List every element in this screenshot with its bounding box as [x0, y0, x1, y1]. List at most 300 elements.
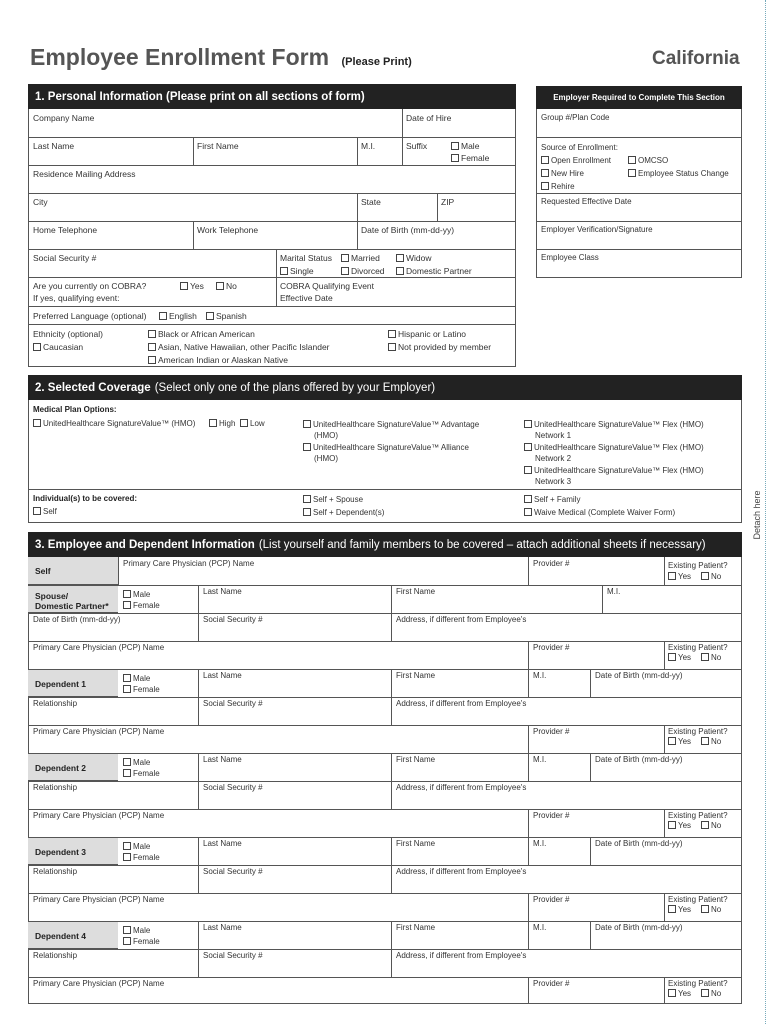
- american-indian-label: American Indian or Alaskan Native: [158, 355, 288, 365]
- plan-signaturevalue-checkbox[interactable]: [33, 419, 195, 429]
- spouse-pcp-field[interactable]: Primary Care Physician (PCP) Name: [33, 643, 165, 652]
- dependent-1-row-label: [28, 669, 118, 697]
- existing-yes-checkbox[interactable]: [668, 572, 691, 582]
- dep3-pcp-field[interactable]: Primary Care Physician (PCP) Name: [33, 895, 165, 904]
- cobra-qualifying-field[interactable]: If yes, qualifying event:: [33, 293, 120, 303]
- existing-patient-label: Existing Patient?: [668, 561, 728, 570]
- dep4-last-name-field[interactable]: Last Name: [203, 923, 242, 932]
- detach-label: Detach here: [752, 490, 762, 540]
- suffix-field[interactable]: Suffix: [406, 141, 428, 151]
- open-enrollment-checkbox[interactable]: [541, 156, 611, 166]
- dep1-mi-field[interactable]: M.I.: [533, 671, 547, 680]
- waive-medical-checkbox[interactable]: [524, 508, 675, 518]
- checkbox-icon: [123, 601, 131, 609]
- checkbox-icon: [123, 853, 131, 861]
- new-hire-label: New Hire: [551, 169, 584, 178]
- plan-sub-label: Network 3: [535, 477, 572, 486]
- checkbox-icon: [668, 572, 676, 580]
- dep2-provider-field[interactable]: Provider #: [533, 811, 570, 820]
- female-label: Female: [133, 685, 160, 694]
- no-label: No: [711, 737, 722, 746]
- not-provided-checkbox[interactable]: [388, 342, 491, 353]
- source-of-enrollment-label: Source of Enrollment:: [541, 143, 618, 152]
- work-telephone-field[interactable]: Work Telephone: [197, 225, 259, 235]
- spouse-ssn-field[interactable]: Social Security #: [203, 615, 263, 624]
- divider: [402, 137, 403, 165]
- self-checkbox[interactable]: [33, 507, 57, 517]
- low-checkbox[interactable]: [240, 419, 265, 429]
- address-field[interactable]: Residence Mailing Address: [33, 169, 136, 179]
- existing-yes-checkbox[interactable]: [668, 737, 691, 747]
- existing-patient-label: Existing Patient?: [668, 643, 728, 652]
- yes-label: Yes: [678, 572, 692, 581]
- dep2-male-checkbox[interactable]: [123, 758, 150, 768]
- checkbox-icon: [123, 590, 131, 598]
- plan-label: UnitedHealthcare SignatureValue™ Flex (HMO): [534, 466, 704, 475]
- form-title: [30, 44, 412, 71]
- state-label: California: [652, 48, 740, 69]
- existing-no-checkbox[interactable]: [701, 653, 721, 663]
- please-print: (Please Print): [341, 56, 412, 68]
- divider: [28, 221, 516, 222]
- divider: [664, 725, 665, 753]
- high-checkbox[interactable]: [209, 419, 235, 429]
- dep1-address-field[interactable]: Address, if different from Employee's: [396, 699, 527, 708]
- checkbox-icon: [123, 758, 131, 766]
- checkbox-icon: [388, 343, 396, 351]
- no-label: No: [711, 653, 722, 662]
- dep4-female-checkbox[interactable]: [123, 937, 160, 947]
- checkbox-icon: [148, 356, 156, 364]
- divider: [664, 641, 665, 669]
- dep4-male-checkbox[interactable]: [123, 926, 150, 936]
- divider: [528, 921, 529, 949]
- divorced-checkbox[interactable]: [341, 266, 385, 277]
- male-label: Male: [133, 926, 151, 935]
- divider: [28, 865, 742, 866]
- checkbox-icon: [396, 254, 404, 262]
- checkbox-icon: [123, 685, 131, 693]
- last-name-field[interactable]: Last Name: [33, 141, 75, 151]
- existing-no-checkbox[interactable]: [701, 821, 721, 831]
- existing-yes-checkbox[interactable]: [668, 821, 691, 831]
- divider: [28, 949, 742, 950]
- zip-field[interactable]: ZIP: [441, 197, 455, 207]
- divider: [28, 489, 742, 490]
- dependent-3-text: Dependent 3: [35, 847, 87, 857]
- cobra-no-checkbox[interactable]: [216, 281, 237, 292]
- divider: [28, 893, 742, 894]
- waive-medical-label: Waive Medical (Complete Waiver Form): [534, 508, 676, 517]
- dependent-2-row-label: [28, 753, 118, 781]
- checkbox-icon: [216, 282, 224, 290]
- dep2-address-field[interactable]: Address, if different from Employee's: [396, 783, 527, 792]
- existing-patient-label: Existing Patient?: [668, 895, 728, 904]
- dep2-mi-field[interactable]: M.I.: [533, 755, 547, 764]
- dep3-relationship-field[interactable]: Relationship: [33, 867, 78, 876]
- divider: [536, 249, 742, 250]
- asian-checkbox[interactable]: [148, 342, 330, 353]
- divider: [391, 585, 392, 641]
- dob-field[interactable]: Date of Birth (mm-dd-yy): [361, 225, 455, 235]
- plan-sub-label: (HMO): [314, 454, 338, 463]
- spouse-text-1: Spouse/: [35, 591, 69, 601]
- cobra-effective-date-field[interactable]: Effective Date: [280, 293, 333, 303]
- checkbox-icon: [303, 443, 311, 451]
- divider: [602, 585, 603, 613]
- english-checkbox[interactable]: [159, 311, 197, 322]
- dep3-last-name-field[interactable]: Last Name: [203, 839, 242, 848]
- dep3-mi-field[interactable]: M.I.: [533, 839, 547, 848]
- low-label: Low: [250, 419, 265, 428]
- high-label: High: [219, 419, 236, 428]
- dep1-female-checkbox[interactable]: [123, 685, 160, 695]
- checkbox-icon: [341, 267, 349, 275]
- divider: [528, 893, 529, 921]
- spouse-mi-field[interactable]: M.I.: [607, 587, 621, 596]
- checkbox-icon: [33, 419, 41, 427]
- yes-label: Yes: [678, 989, 692, 998]
- checkbox-icon: [668, 905, 676, 913]
- checkbox-icon: [701, 653, 709, 661]
- spouse-first-name-field[interactable]: First Name: [396, 587, 436, 596]
- divider: [28, 977, 742, 978]
- checkbox-icon: [541, 182, 549, 190]
- company-name-field[interactable]: Company Name: [33, 113, 95, 123]
- dep1-relationship-field[interactable]: Relationship: [33, 699, 78, 708]
- spouse-provider-field[interactable]: Provider #: [533, 643, 570, 652]
- mi-field[interactable]: M.I.: [361, 141, 376, 151]
- plan-label: UnitedHealthcare SignatureValue™ Flex (HMO): [534, 443, 704, 452]
- checkbox-icon: [668, 989, 676, 997]
- no-label: No: [711, 905, 722, 914]
- dependent-4-row-label: [28, 921, 118, 949]
- single-label: Single: [290, 266, 314, 276]
- widow-checkbox[interactable]: [396, 253, 432, 264]
- checkbox-icon: [628, 169, 636, 177]
- divider: [536, 221, 742, 222]
- divider: [276, 249, 277, 306]
- plan-sub-label: Network 1: [535, 431, 572, 440]
- checkbox-icon: [451, 154, 459, 162]
- state-field[interactable]: State: [361, 197, 381, 207]
- american-indian-checkbox[interactable]: [148, 355, 288, 366]
- rehire-checkbox[interactable]: [541, 182, 575, 192]
- spouse-address-field[interactable]: Address, if different from Employee's: [396, 615, 527, 624]
- self-dependents-label: Self + Dependent(s): [313, 508, 385, 517]
- female-label: Female: [133, 769, 160, 778]
- divider: [590, 753, 591, 781]
- dep1-dob-field[interactable]: Date of Birth (mm-dd-yy): [595, 671, 683, 680]
- dep2-dob-field[interactable]: Date of Birth (mm-dd-yy): [595, 755, 683, 764]
- spouse-male-checkbox[interactable]: [123, 590, 150, 600]
- caucasian-label: Caucasian: [43, 342, 84, 352]
- male-label: Male: [133, 674, 151, 683]
- spanish-checkbox[interactable]: [206, 311, 247, 322]
- cobra-event-field[interactable]: COBRA Qualifying Event: [280, 281, 375, 291]
- single-checkbox[interactable]: [280, 266, 314, 277]
- divider: [664, 893, 665, 921]
- checkbox-icon: [701, 737, 709, 745]
- divider: [536, 193, 742, 194]
- divider: [118, 557, 119, 585]
- caucasian-checkbox[interactable]: [33, 342, 83, 353]
- first-name-field[interactable]: First Name: [197, 141, 239, 151]
- no-label: No: [226, 281, 237, 291]
- section3-subtitle: (List yourself and family members to be covered – attach additional sheets if necessary): [258, 538, 706, 551]
- divider: [664, 977, 665, 1004]
- checkbox-icon: [396, 267, 404, 275]
- black-checkbox[interactable]: [148, 329, 255, 340]
- dep1-male-checkbox[interactable]: [123, 674, 150, 684]
- english-label: English: [169, 311, 197, 321]
- domestic-partner-checkbox[interactable]: [396, 266, 472, 277]
- date-of-hire-field[interactable]: Date of Hire: [406, 113, 452, 123]
- divider: [528, 641, 529, 669]
- divider: [28, 193, 516, 194]
- self-row-text: Self: [35, 566, 51, 576]
- plan-flex-n1-checkbox[interactable]: [524, 420, 704, 430]
- cobra-question: Are you currently on COBRA?: [33, 281, 147, 291]
- domestic-partner-label: Domestic Partner: [406, 266, 472, 276]
- self-pcp-field[interactable]: Primary Care Physician (PCP) Name: [123, 559, 255, 568]
- divider: [28, 697, 742, 698]
- plan-sub-label: Network 2: [535, 454, 572, 463]
- divider: [28, 306, 516, 307]
- dep1-provider-field[interactable]: Provider #: [533, 727, 570, 736]
- dep4-address-field[interactable]: Address, if different from Employee's: [396, 951, 527, 960]
- spouse-last-name-field[interactable]: Last Name: [203, 587, 242, 596]
- dep4-provider-field[interactable]: Provider #: [533, 979, 570, 988]
- checkbox-icon: [701, 989, 709, 997]
- medical-plan-options-label: Medical Plan Options:: [33, 405, 117, 414]
- dep2-relationship-field[interactable]: Relationship: [33, 783, 78, 792]
- home-telephone-field[interactable]: Home Telephone: [33, 225, 98, 235]
- spouse-text-2: Domestic Partner*: [35, 601, 109, 611]
- male-label: Male: [133, 842, 151, 851]
- dep3-provider-field[interactable]: Provider #: [533, 895, 570, 904]
- married-label: Married: [351, 253, 380, 263]
- black-label: Black or African American: [158, 329, 255, 339]
- checkbox-icon: [148, 343, 156, 351]
- checkbox-icon: [341, 254, 349, 262]
- checkbox-icon: [33, 507, 41, 515]
- employer-verification-field[interactable]: Employer Verification/Signature: [541, 225, 653, 234]
- checkbox-icon: [180, 282, 188, 290]
- status-change-checkbox[interactable]: [628, 169, 729, 179]
- status-change-label: Employee Status Change: [638, 169, 729, 178]
- dep2-first-name-field[interactable]: First Name: [396, 755, 436, 764]
- checkbox-icon: [303, 495, 311, 503]
- existing-patient-label: Existing Patient?: [668, 811, 728, 820]
- checkbox-icon: [668, 737, 676, 745]
- dep4-mi-field[interactable]: M.I.: [533, 923, 547, 932]
- self-label: Self: [43, 507, 57, 516]
- marital-status-label: Marital Status: [280, 253, 332, 263]
- divider: [28, 837, 742, 838]
- checkbox-icon: [524, 420, 532, 428]
- dep3-female-checkbox[interactable]: [123, 853, 160, 863]
- female-label: Female: [133, 937, 160, 946]
- section3-title: 3. Employee and Dependent Information: [35, 538, 255, 551]
- checkbox-icon: [701, 572, 709, 580]
- city-field[interactable]: City: [33, 197, 48, 207]
- dep2-last-name-field[interactable]: Last Name: [203, 755, 242, 764]
- checkbox-icon: [388, 330, 396, 338]
- self-spouse-checkbox[interactable]: [303, 495, 363, 505]
- checkbox-icon: [524, 495, 532, 503]
- dep3-address-field[interactable]: Address, if different from Employee's: [396, 867, 527, 876]
- employee-class-field[interactable]: Employee Class: [541, 253, 599, 262]
- divider: [198, 585, 199, 641]
- checkbox-icon: [451, 142, 459, 150]
- spouse-female-checkbox[interactable]: [123, 601, 160, 611]
- existing-patient-label: Existing Patient?: [668, 727, 728, 736]
- existing-no-checkbox[interactable]: [701, 737, 721, 747]
- divider: [528, 557, 529, 585]
- divorced-label: Divorced: [351, 266, 385, 276]
- checkbox-icon: [541, 169, 549, 177]
- hispanic-label: Hispanic or Latino: [398, 329, 467, 339]
- plan-label: UnitedHealthcare SignatureValue™ Alliance: [313, 443, 469, 452]
- checkbox-icon: [303, 508, 311, 516]
- checkbox-icon: [240, 419, 248, 427]
- dep2-pcp-field[interactable]: Primary Care Physician (PCP) Name: [33, 811, 165, 820]
- male-label: Male: [133, 758, 151, 767]
- existing-no-checkbox[interactable]: [701, 905, 721, 915]
- dep3-first-name-field[interactable]: First Name: [396, 839, 436, 848]
- dep4-first-name-field[interactable]: First Name: [396, 923, 436, 932]
- individuals-covered-label: Individual(s) to be covered:: [33, 494, 138, 503]
- dep3-male-checkbox[interactable]: [123, 842, 150, 852]
- divider: [528, 837, 529, 865]
- dependent-1-text: Dependent 1: [35, 679, 87, 689]
- checkbox-icon: [123, 926, 131, 934]
- plan-flex-n3-checkbox[interactable]: [524, 466, 704, 476]
- checkbox-icon: [668, 821, 676, 829]
- dep4-relationship-field[interactable]: Relationship: [33, 951, 78, 960]
- plan-alliance-checkbox[interactable]: [303, 443, 469, 453]
- divider: [28, 809, 742, 810]
- dep3-dob-field[interactable]: Date of Birth (mm-dd-yy): [595, 839, 683, 848]
- ssn-field[interactable]: Social Security #: [33, 253, 97, 263]
- checkbox-icon: [209, 419, 217, 427]
- yes-label: Yes: [678, 653, 692, 662]
- divider: [28, 753, 742, 754]
- preferred-language-label: Preferred Language (optional): [33, 311, 147, 321]
- ethnicity-label: Ethnicity (optional): [33, 329, 103, 339]
- divider: [528, 725, 529, 753]
- requested-effective-date-field[interactable]: Requested Effective Date: [541, 197, 632, 206]
- checkbox-icon: [541, 156, 549, 164]
- checkbox-icon: [148, 330, 156, 338]
- divider: [357, 137, 358, 165]
- male-checkbox[interactable]: [451, 141, 479, 152]
- dep1-last-name-field[interactable]: Last Name: [203, 671, 242, 680]
- dep3-ssn-field[interactable]: Social Security #: [203, 867, 263, 876]
- plan-advantage-checkbox[interactable]: [303, 420, 479, 430]
- divider: [28, 165, 516, 166]
- dep1-first-name-field[interactable]: First Name: [396, 671, 436, 680]
- dep2-ssn-field[interactable]: Social Security #: [203, 783, 263, 792]
- divider: [28, 277, 516, 278]
- checkbox-icon: [123, 674, 131, 682]
- existing-yes-checkbox[interactable]: [668, 989, 691, 999]
- title-text: Employee Enrollment Form: [30, 44, 330, 70]
- divider: [28, 725, 742, 726]
- checkbox-icon: [524, 466, 532, 474]
- plan-label: UnitedHealthcare SignatureValue™ Advantage: [313, 420, 480, 429]
- male-label: Male: [133, 590, 151, 599]
- divider: [528, 753, 529, 781]
- self-dependents-checkbox[interactable]: [303, 508, 384, 518]
- asian-label: Asian, Native Hawaiian, other Pacific Islander: [158, 342, 330, 352]
- omcso-checkbox[interactable]: [628, 156, 668, 166]
- divider: [528, 977, 529, 1004]
- checkbox-icon: [303, 420, 311, 428]
- yes-label: Yes: [678, 737, 692, 746]
- female-label: Female: [133, 601, 160, 610]
- self-family-label: Self + Family: [534, 495, 581, 504]
- existing-patient-label: Existing Patient?: [668, 979, 728, 988]
- spouse-dob-field[interactable]: Date of Birth (mm-dd-yy): [33, 615, 121, 624]
- checkbox-icon: [159, 312, 167, 320]
- new-hire-checkbox[interactable]: [541, 169, 584, 179]
- female-checkbox[interactable]: [451, 153, 489, 164]
- no-label: No: [711, 572, 722, 581]
- employer-section-header: Employer Required to Complete This Section: [536, 86, 742, 109]
- checkbox-icon: [701, 905, 709, 913]
- omcso-label: OMCSO: [638, 156, 669, 165]
- existing-yes-checkbox[interactable]: [668, 905, 691, 915]
- section3-header: [28, 532, 742, 557]
- section2-title: 2. Selected Coverage: [35, 381, 151, 394]
- hispanic-checkbox[interactable]: [388, 329, 466, 340]
- dependent-2-text: Dependent 2: [35, 763, 87, 773]
- dep4-ssn-field[interactable]: Social Security #: [203, 951, 263, 960]
- divider: [28, 249, 516, 250]
- plan-flex-n2-checkbox[interactable]: [524, 443, 704, 453]
- divider: [664, 557, 665, 585]
- checkbox-icon: [668, 653, 676, 661]
- plan-label: UnitedHealthcare SignatureValue™ Flex (HMO): [534, 420, 704, 429]
- group-plan-code-field[interactable]: Group #/Plan Code: [541, 113, 610, 122]
- divider: [357, 193, 358, 221]
- divider: [664, 809, 665, 837]
- divider: [536, 137, 742, 138]
- married-checkbox[interactable]: [341, 253, 380, 264]
- yes-label: Yes: [190, 281, 204, 291]
- dep2-female-checkbox[interactable]: [123, 769, 160, 779]
- dep1-ssn-field[interactable]: Social Security #: [203, 699, 263, 708]
- self-family-checkbox[interactable]: [524, 495, 580, 505]
- spanish-label: Spanish: [216, 311, 247, 321]
- no-label: No: [711, 821, 722, 830]
- existing-yes-checkbox[interactable]: [668, 653, 691, 663]
- cobra-yes-checkbox[interactable]: [180, 281, 204, 292]
- dep4-pcp-field[interactable]: Primary Care Physician (PCP) Name: [33, 979, 165, 988]
- dependent-3-row-label: [28, 837, 118, 865]
- existing-no-checkbox[interactable]: [701, 572, 721, 582]
- checkbox-icon: [206, 312, 214, 320]
- dep4-dob-field[interactable]: Date of Birth (mm-dd-yy): [595, 923, 683, 932]
- checkbox-icon: [701, 821, 709, 829]
- self-row-label: [28, 557, 118, 585]
- divider: [28, 324, 516, 325]
- self-provider-field[interactable]: Provider #: [533, 559, 570, 568]
- dep1-pcp-field[interactable]: Primary Care Physician (PCP) Name: [33, 727, 165, 736]
- existing-no-checkbox[interactable]: [701, 989, 721, 999]
